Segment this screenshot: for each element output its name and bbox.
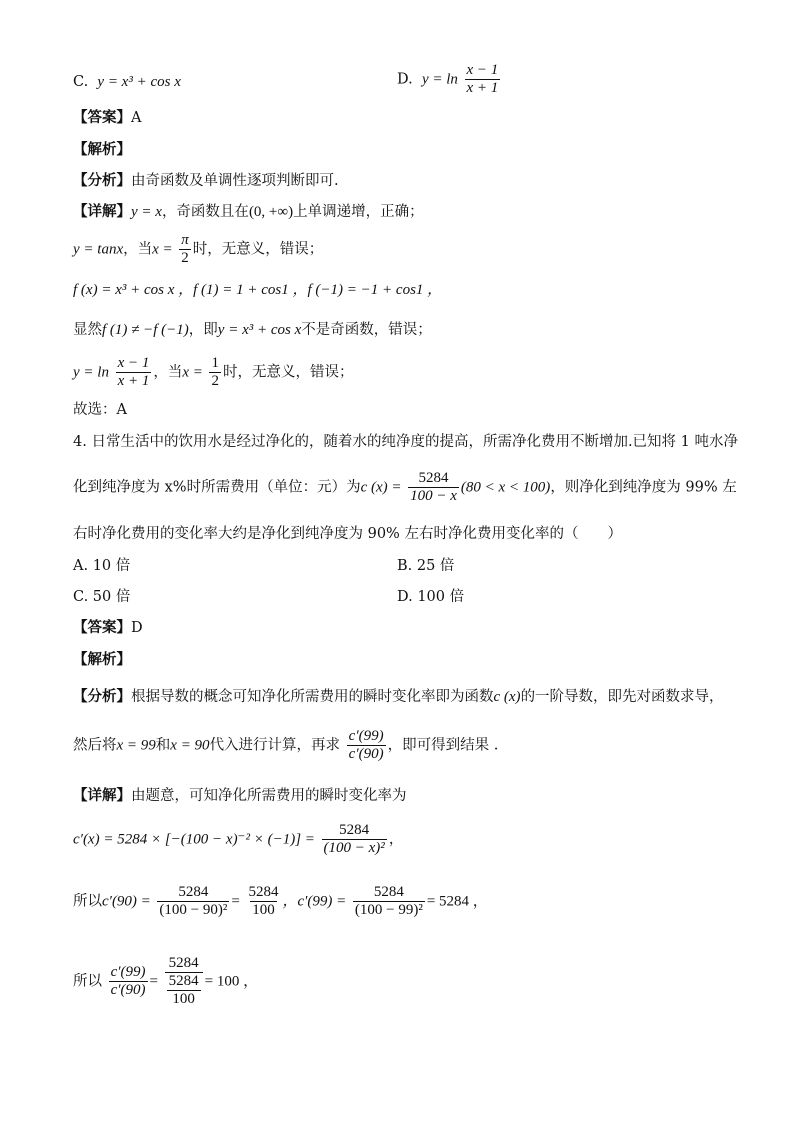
- q3-answer: 【答案】A: [73, 109, 142, 126]
- q4-compound-fraction: 5284 5284 100: [165, 955, 203, 1008]
- q3-detail-line5: y = ln $\frac{x - 1}{x + 1}$ ，当x = $\frac{1}{2}$ 时，无意义，错误；: [73, 355, 354, 389]
- q4-analysis-heading: 【解析】: [73, 651, 131, 668]
- option-c: C. y = x³ + cos x: [73, 74, 181, 90]
- q3-choose: 故选：A: [73, 402, 127, 418]
- q3-detail-line1: 【详解】y = x，奇函数且在(0, +∞)上单调递增，正确；: [73, 203, 424, 220]
- q4-option-c: C. 50 倍: [73, 589, 131, 605]
- q4-fenxi-line2: 然后将x = 99和x = 90代入进行计算，再求 $\frac{c'(99)}{c'(90)}$ ，即可得到结果 .: [73, 728, 499, 762]
- q4-option-a: A. 10 倍: [73, 558, 131, 574]
- q4-c90-fraction: $\frac{5284}{\text{(100 − 90)²}}$: [159, 884, 228, 918]
- q4-option-d: D. 100 倍: [397, 589, 465, 605]
- q4-derivative-fraction: $\frac{5284}{\text{(100 − x)²}}$: [323, 822, 385, 856]
- q3-detail-line4: 显然f (1) ≠ −f (−1)，即y = x³ + cos x不是奇函数，错误；: [73, 322, 432, 338]
- q4-stem-line1: 4. 日常生活中的饮用水是经过净化的，随着水的纯净度的提高，所需净化费用不断增加.已知将 1 吨水净: [73, 434, 738, 450]
- q3-detail-line3: f (x) = x³ + cos x ，f (1) = 1 + cos1 ，f (−1) = −1 + cos1 ，: [73, 282, 443, 298]
- q3-ln-fraction: $\frac{x - 1}{x + 1}$: [117, 355, 150, 389]
- q4-cost-fraction: $\frac{5284}{100 - x}$: [410, 470, 457, 504]
- one-half: $\frac{1}{2}$: [211, 355, 219, 389]
- q3-fenxi: 【分析】由奇函数及单调性逐项判断即可.: [73, 172, 339, 189]
- q4-option-b: B. 25 倍: [397, 558, 455, 574]
- q3-analysis-heading: 【解析】: [73, 141, 131, 158]
- q4-answer: 【答案】D: [73, 619, 143, 636]
- q4-c90-simplified: $\frac{5284}{100}$: [248, 884, 279, 918]
- option-d: D. y = ln $\frac{x - 1}{x + 1}$: [397, 62, 499, 96]
- q4-detail-heading: 【详解】由题意，可知净化所需费用的瞬时变化率为: [73, 787, 407, 804]
- q4-fenxi-line1: 【分析】根据导数的概念可知净化所需费用的瞬时变化率即为函数c (x)的一阶导数，即先对函数求导，: [73, 688, 724, 705]
- q4-values-line: 所以c′(90) = $\frac{5284}{\text{(100 − 90)²}}$ = $\frac{5284}{100}$ ，c′(99) = $\frac{5284}{\text{(100 − 99)²}}$ = 5284 ，: [73, 884, 488, 918]
- q4-stem-line3: 右时净化费用的变化率大约是净化到纯净度为 90% 左右时净化费用变化率的（ ）: [73, 526, 622, 542]
- q4-ratio-line: 所以 $\frac{c'(99)}{c'(90)}$ = 5284 5284 100 = 100 ，: [73, 955, 259, 1007]
- option-d-fraction: $\frac{x - 1}{x + 1}$: [466, 62, 499, 96]
- q4-ratio-fraction: $\frac{c'(99)}{c'(90)}$: [348, 728, 384, 762]
- q3-detail-line2: y = tanx，当x = $\frac{\pi}{2}$ 时，无意义，错误；: [73, 232, 324, 266]
- q4-final-ratio: $\frac{c'(99)}{c'(90)}$: [110, 964, 146, 998]
- q4-c99-fraction: $\frac{5284}{\text{(100 − 99)²}}$: [354, 884, 423, 918]
- q4-stem-line2: 化到纯净度为 x%时所需费用（单位：元）为c (x) = $\frac{5284}{100 - x}$ (80 < x < 100)，则净化到纯净度为 99% 左: [73, 470, 737, 504]
- q4-derivative-line: c′(x) = 5284 × [−(100 − x)⁻² × (−1)] = $\frac{5284}{\text{(100 − x)²}}$ ，: [73, 822, 404, 856]
- pi-over-2: $\frac{\pi}{2}$: [181, 232, 189, 266]
